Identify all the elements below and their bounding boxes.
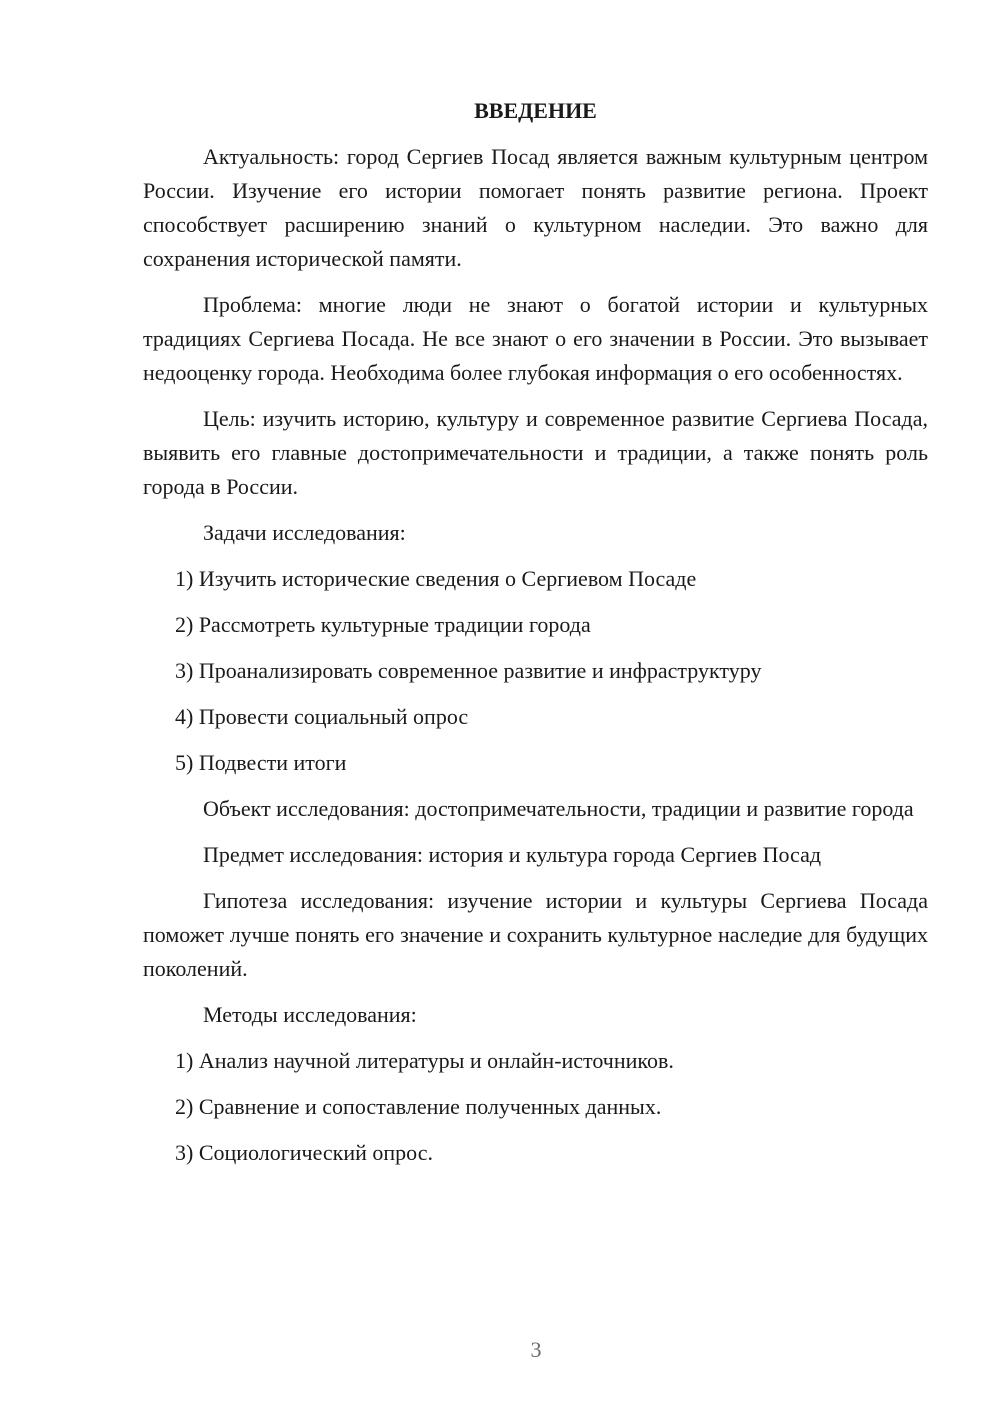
page-number: 3 [530, 1337, 542, 1362]
task-item-3: 3) Проанализировать современное развитие и инфраструктуру [175, 658, 762, 683]
task-item-5: 5) Подвести итоги [175, 750, 347, 775]
tasks-heading: Задачи исследования: [203, 520, 406, 545]
task-item-2: 2) Рассмотреть культурные традиции города [175, 612, 591, 637]
paragraph-goal: Цель: изучить историю, культуру и современное развитие Сергиева Посада, выявить его главные достопримечательности и традиции, а также понять роль города в России. [143, 406, 928, 499]
task-item-1: 1) Изучить исторические сведения о Сергиевом Посаде [175, 566, 697, 591]
section-title: ВВЕДЕНИЕ [474, 98, 597, 123]
paragraph-relevance: Актуальность: город Сергиев Посад является важным культурным центром России. Изучение его истории помогает понять развитие региона. Проект способствует расширению знаний о культурном наследии. Это важно для сохранения исторической памяти. [143, 144, 928, 271]
paragraph-subject: Предмет исследования: история и культура города Сергиев Посад [203, 842, 822, 867]
method-item-1: 1) Анализ научной литературы и онлайн-источников. [175, 1048, 674, 1073]
methods-heading: Методы исследования: [203, 1002, 417, 1027]
method-item-2: 2) Сравнение и сопоставление полученных данных. [175, 1094, 662, 1119]
task-item-4: 4) Провести социальный опрос [175, 704, 469, 729]
page-content [143, 94, 928, 1182]
paragraph-problem: Проблема: многие люди не знают о богатой истории и культурных традициях Сергиева Посада. Не все знают о его значении в России. Это вызывает недооценку города. Необходима более глубокая информация о его особенностях. [143, 292, 928, 385]
paragraph-object: Объект исследования: достопримечательности, традиции и развитие города [203, 796, 914, 821]
method-item-3: 3) Социологический опрос. [175, 1140, 433, 1165]
paragraph-hypothesis: Гипотеза исследования: изучение истории и культуры Сергиева Посада поможет лучше понять его значение и сохранить культурное наследие для будущих поколений. [143, 888, 928, 981]
